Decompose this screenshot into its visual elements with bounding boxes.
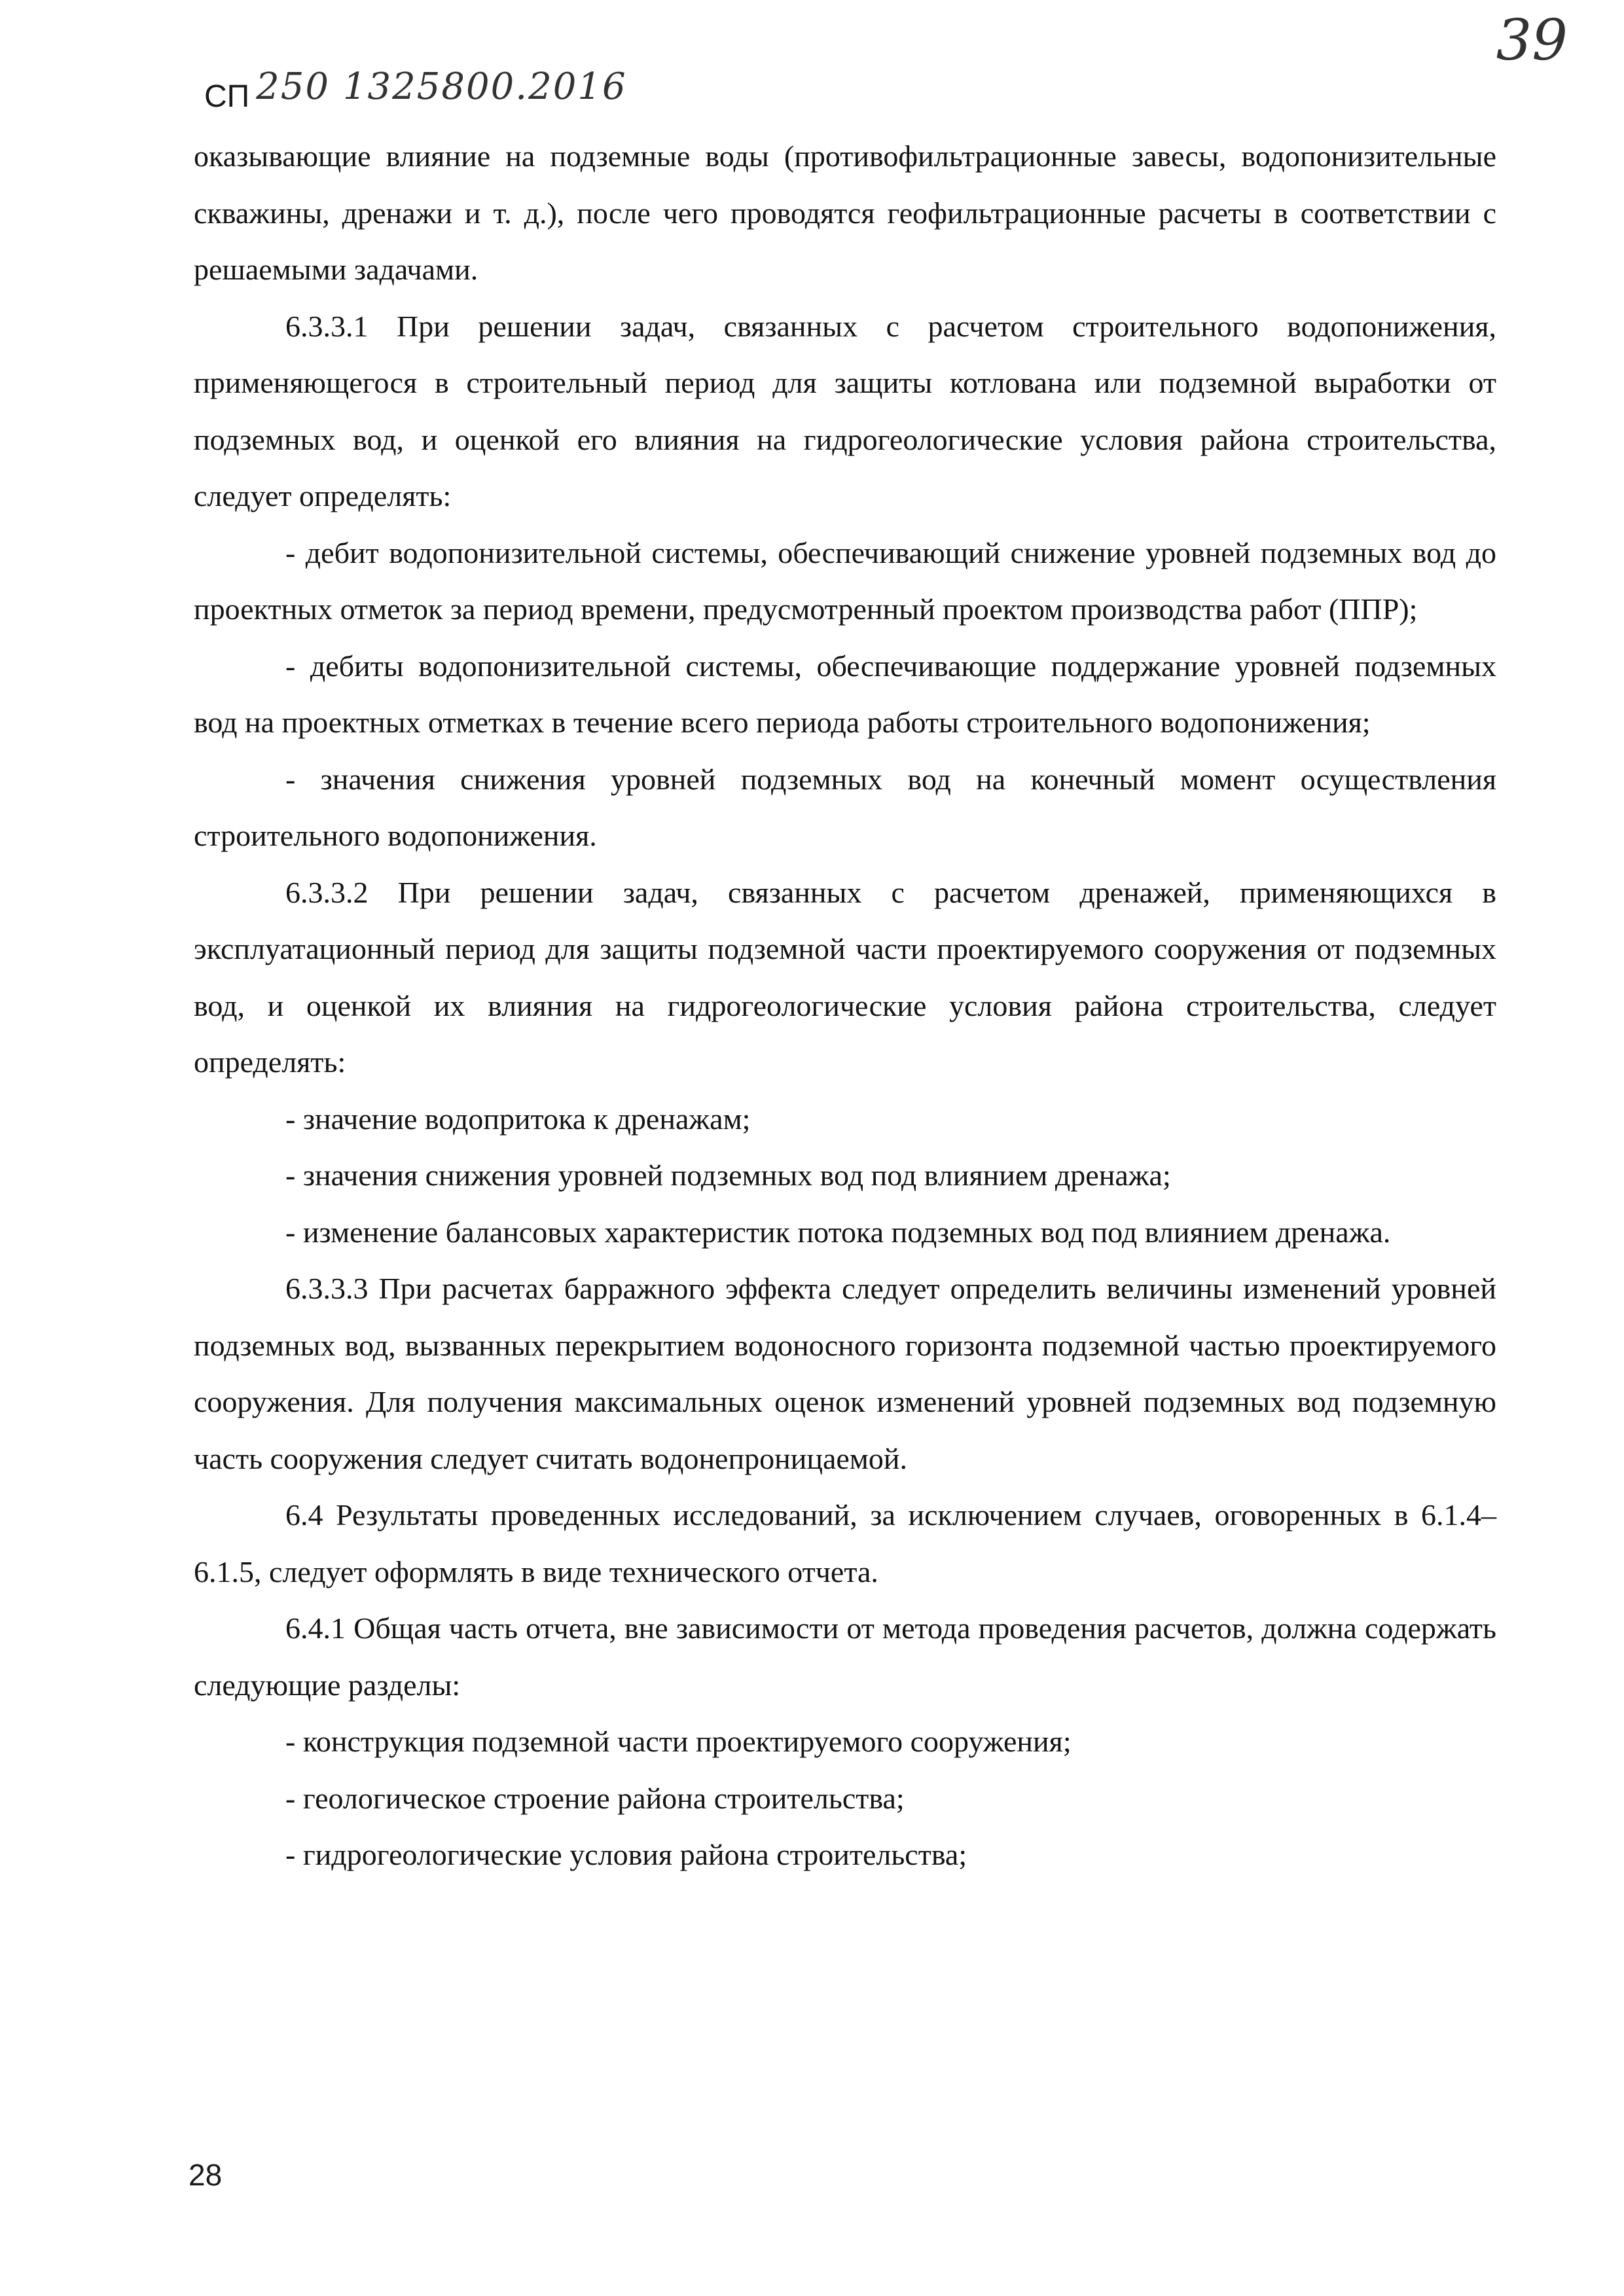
list-item: - значения снижения уровней подземных вод под влиянием дренажа; <box>285 1158 1171 1192</box>
paragraph: оказывающие влияние на подземные воды (противофильтрационные завесы, водопонизительные скважины, дренажи и т. д.), после чего проводятся геофильтрационные расчеты в соответствии с решаемыми задачами. <box>194 139 1496 286</box>
list-item: - дебиты водопонизительной системы, обеспечивающие поддержание уровней подземных вод на проектных отметках в течение всего периода работы строительного водопонижения; <box>194 649 1496 739</box>
list-item: - значения снижения уровней подземных вод на конечный момент осуществления строительного водопонижения. <box>194 762 1496 852</box>
page-number: 28 <box>189 2158 223 2192</box>
clause-6-4: 6.4 Результаты проведенных исследований, за исключением случаев, оговоренных в 6.1.4–6.1.5, следует оформлять в виде технического отчета. <box>194 1498 1496 1588</box>
list-item: - изменение балансовых характеристик потока подземных вод под влиянием дренажа. <box>285 1215 1391 1249</box>
handwritten-code: 250 1325800.2016 <box>256 65 627 108</box>
clause-6-4-1: 6.4.1 Общая часть отчета, вне зависимости от метода проведения расчетов, должна содержать следующие разделы: <box>194 1611 1496 1702</box>
body-text <box>194 128 1496 1884</box>
clause-6-3-3-3: 6.3.3.3 При расчетах барражного эффекта следует определить величины изменений уровней подземных вод, вызванных перекрытием водоносного горизонта подземной частью проектируемого сооружения. Для получения максимальных оценок изменений уровней подземных вод подземную часть сооружения следует считать водонепроницаемой. <box>194 1272 1496 1475</box>
list-item: - конструкция подземной части проектируемого сооружения; <box>285 1725 1072 1758</box>
clause-6-3-3-2: 6.3.3.2 При решении задач, связанных с расчетом дренажей, применяющихся в эксплуатационный период для защиты подземной части проектируемого сооружения от подземных вод, и оценкой их влияния на гидрогеологические условия района строительства, следует определять: <box>194 875 1496 1079</box>
list-item: - гидрогеологические условия района строительства; <box>285 1838 967 1871</box>
code-prefix: СП <box>204 79 250 114</box>
list-item: - дебит водопонизительной системы, обеспечивающий снижение уровней подземных вод до проектных отметок за период времени, предусмотренный проектом производства работ (ППР); <box>194 535 1496 626</box>
list-item: - геологическое строение района строительства; <box>285 1781 905 1815</box>
clause-6-3-3-1: 6.3.3.1 При решении задач, связанных с расчетом строительного водопонижения, применяющегося в строительный период для защиты котлована или подземной выработки от подземных вод, и оценкой его влияния на гидрогеологические условия района строительства, следует определять: <box>194 309 1496 512</box>
list-item: - значение водопритока к дренажам; <box>285 1102 751 1136</box>
handwritten-page-number: 39 <box>1496 8 1568 73</box>
document-code <box>204 65 627 114</box>
